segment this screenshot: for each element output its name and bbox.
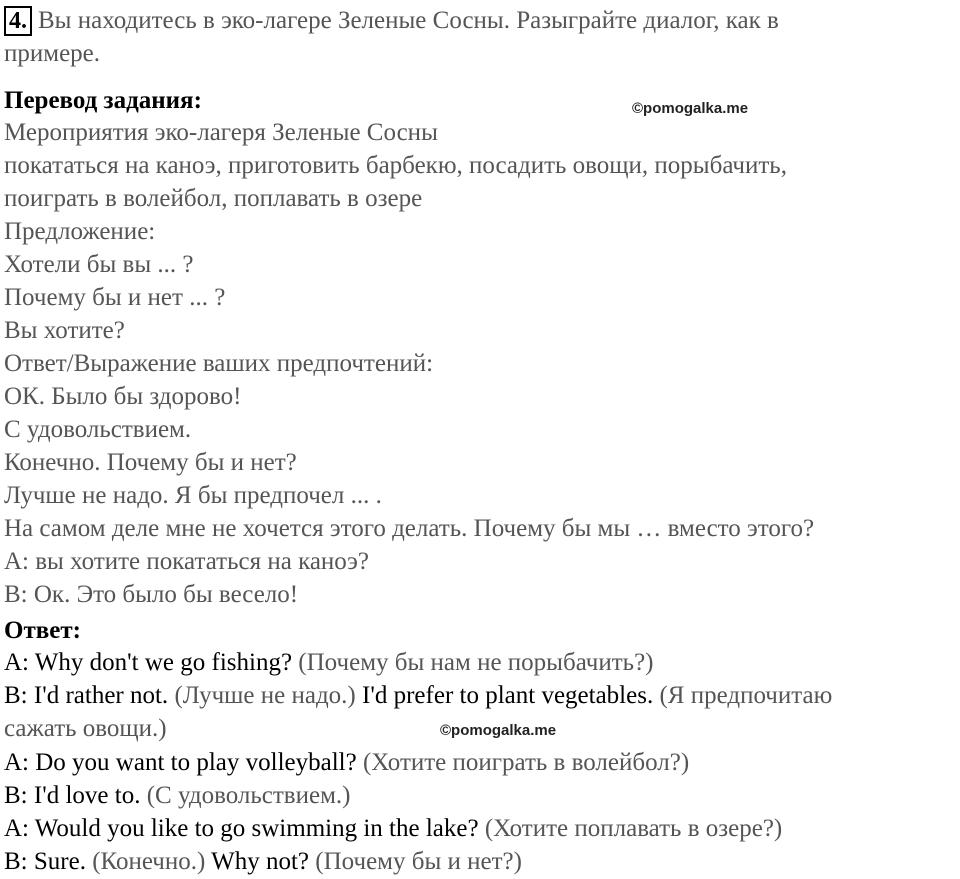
translation-line: С удовольствием. bbox=[4, 416, 192, 443]
answer-translation: (Хотите поиграть в волейбол?) bbox=[356, 749, 690, 776]
answer-line-7 bbox=[4, 845, 522, 878]
answer-translation: (Конечно.) bbox=[85, 848, 206, 875]
answer-english: B: I'd love to. bbox=[4, 782, 141, 809]
watermark-1: ©pomogalka.me bbox=[632, 100, 749, 117]
task-line-1 bbox=[4, 4, 779, 37]
translation-line: покататься на каноэ, приготовить барбекю, посадить овощи, порыбачить, bbox=[4, 152, 787, 179]
answer-translation: (Почему бы нам не порыбачить?) bbox=[292, 649, 654, 676]
translation-line: На самом деле мне не хочется этого делать. Почему бы мы … вместо этого? bbox=[4, 515, 815, 542]
answer-translation: (Я предпочитаю bbox=[653, 682, 833, 709]
answer-english: B: I'd rather not. bbox=[4, 682, 169, 709]
translation-line: Вы хотите? bbox=[4, 317, 125, 344]
translation-line: Конечно. Почему бы и нет? bbox=[4, 449, 297, 476]
translation-line: Ответ/Выражение ваших предпочтений: bbox=[4, 350, 434, 377]
translation-line: Лучше не надо. Я бы предпочел ... . bbox=[4, 482, 382, 509]
answer-english: B: Sure. bbox=[4, 848, 86, 875]
answer-english: I'd prefer to plant vegetables. bbox=[355, 682, 654, 709]
answer-line-6 bbox=[4, 812, 782, 845]
answer-line-2 bbox=[4, 679, 832, 712]
answer-line-5 bbox=[4, 779, 350, 812]
answer-line-4 bbox=[4, 746, 689, 779]
answer-translation: (Почему бы и нет?) bbox=[309, 848, 522, 875]
answer-english: A: Would you like to go swimming in the lake? bbox=[4, 815, 479, 842]
translation-line: А: вы хотите покататься на каноэ? bbox=[4, 548, 369, 575]
task-text-2: примере. bbox=[4, 40, 101, 67]
watermark-2: ©pomogalka.me bbox=[440, 722, 557, 739]
answer-english: A: Why don't we go fishing? bbox=[4, 649, 293, 676]
answer-translation: (Хотите поплавать в озере?) bbox=[478, 815, 783, 842]
translation-line: Почему бы и нет ... ? bbox=[4, 284, 226, 311]
answer-line-3: сажать овощи.) bbox=[4, 715, 167, 742]
translation-line: поиграть в волейбол, поплавать в озере bbox=[4, 185, 423, 212]
translation-heading: Перевод задания: bbox=[4, 87, 202, 114]
task-text-1: Вы находитесь в эко-лагере Зеленые Сосны. Разыграйте диалог, как в bbox=[38, 7, 779, 34]
translation-line: Хотели бы вы ... ? bbox=[4, 251, 194, 278]
translation-line: Мероприятия эко-лагеря Зеленые Сосны bbox=[4, 119, 438, 146]
translation-line: В: Ок. Это было бы весело! bbox=[4, 581, 299, 608]
answer-heading: Ответ: bbox=[4, 617, 81, 644]
answer-translation: (Лучше не надо.) bbox=[168, 682, 356, 709]
answer-english: Why not? bbox=[205, 848, 310, 875]
answer-line-1 bbox=[4, 646, 654, 679]
answer-translation: (С удовольствием.) bbox=[140, 782, 351, 809]
translation-line: Предложение: bbox=[4, 218, 156, 245]
task-number: 4. bbox=[4, 6, 32, 36]
translation-line: ОК. Было бы здорово! bbox=[4, 383, 242, 410]
answer-english: A: Do you want to play volleyball? bbox=[4, 749, 357, 776]
